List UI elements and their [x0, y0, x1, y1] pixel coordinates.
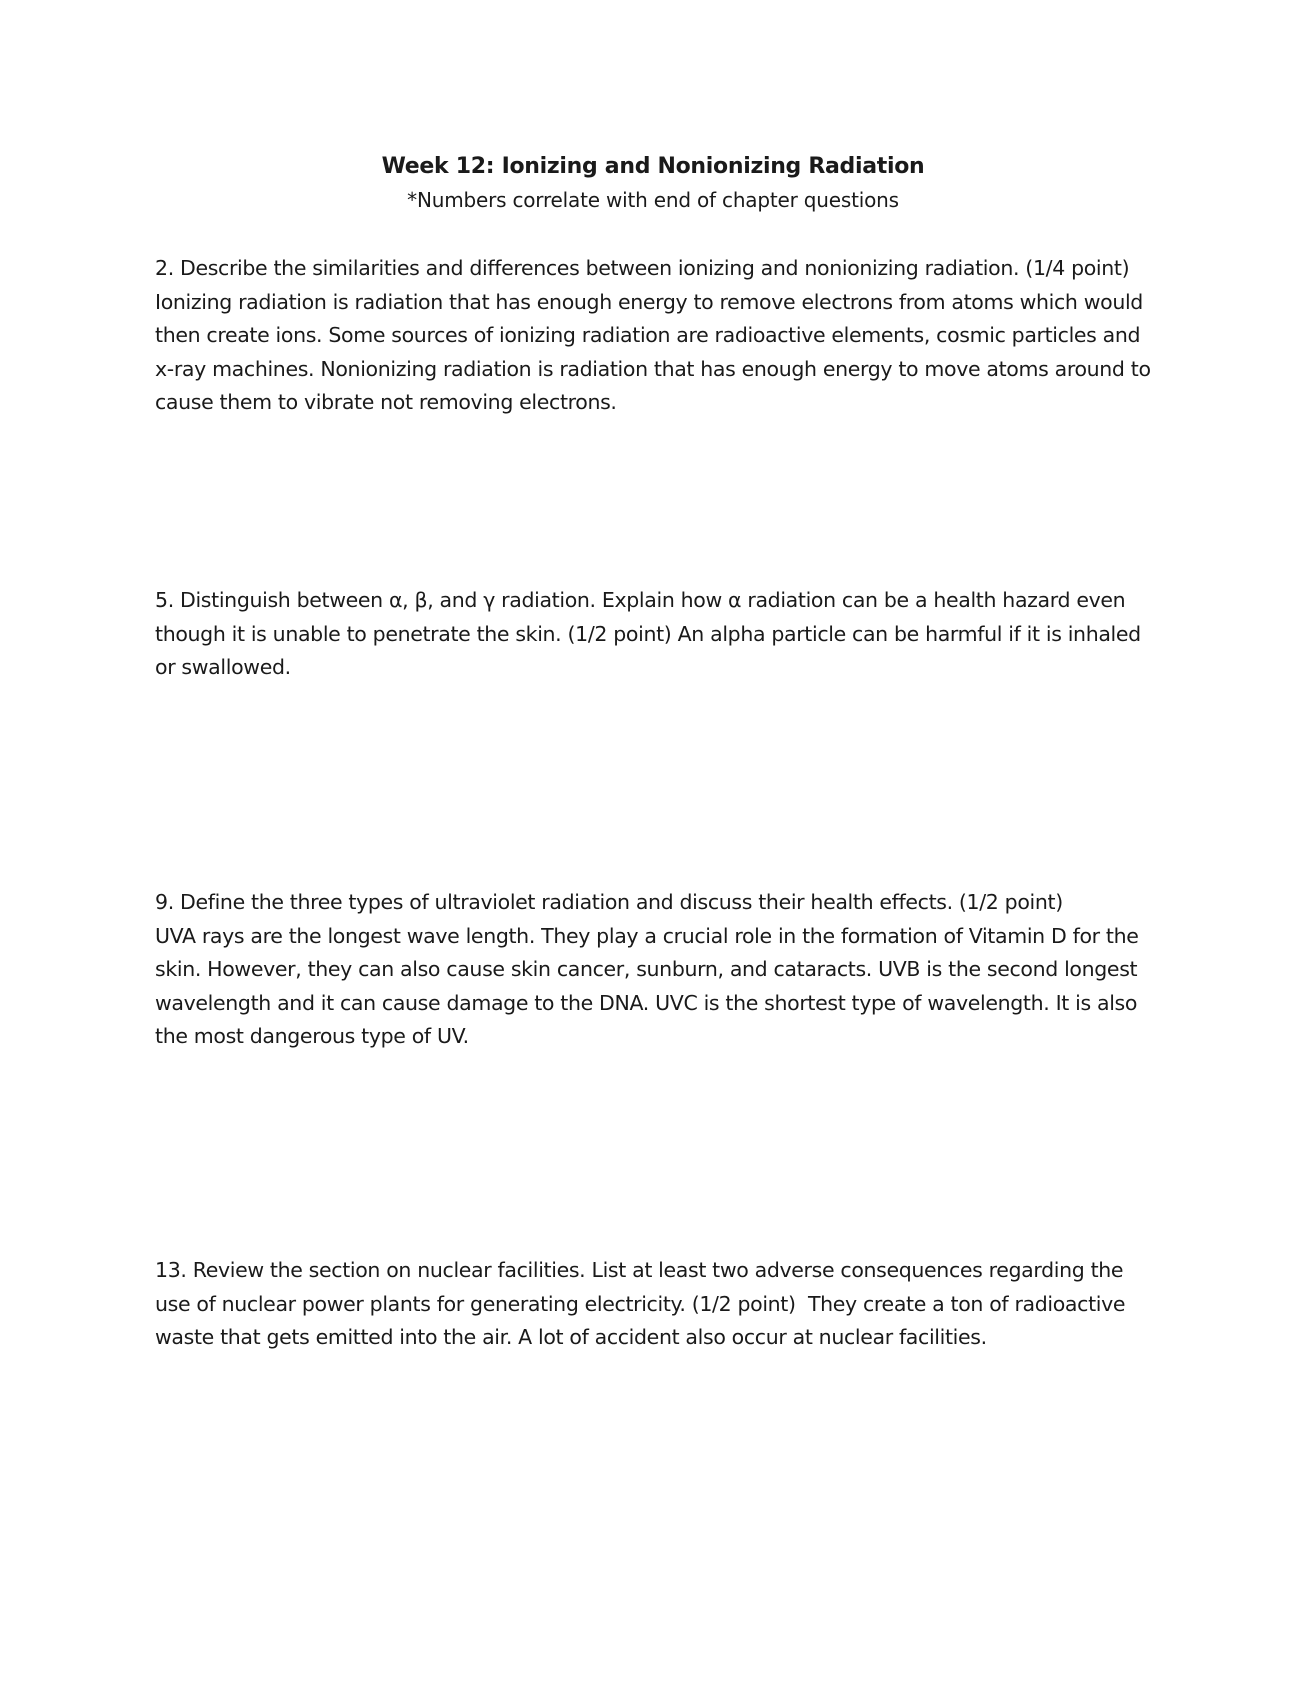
question-block-5 [155, 584, 1155, 685]
document-header [0, 150, 1306, 216]
answer-text: They create a ton of radioactive waste that gets emitted into the air. A lot of accident also occur at nuclear facilities. [155, 1291, 1126, 1349]
page-subtitle: *Numbers correlate with end of chapter questions [407, 188, 899, 212]
answer-text: Ionizing radiation is radiation that has enough energy to remove electrons from atoms which would then create ions. Some sources of ionizing radiation are radioactive elements, cosmic particles and x-ray machines. Nonionizing radiation is radiation that has enough energy to move atoms around to cause them to vibrate not removing electrons. [155, 289, 1151, 414]
question-with-answer [155, 584, 1155, 685]
question-block-13 [155, 1254, 1155, 1355]
page-title: Week 12: Ionizing and Nonionizing Radiation [381, 154, 925, 179]
question-text: 13. Review the section on nuclear facilities. List at least two adverse consequences regarding the use of nuclear power plants for generating electricity. (1/2 point) [155, 1258, 1124, 1316]
question-block-9 [155, 886, 1155, 1054]
question-with-answer [155, 1254, 1155, 1355]
answer-text: An alpha particle can be harmful if it is inhaled or swallowed. [155, 621, 1141, 679]
question-text: 9. Define the three types of ultraviolet radiation and discuss their health effects. (1/2 point) [155, 890, 1063, 914]
answer-text: UVA rays are the longest wave length. They play a crucial role in the formation of Vitamin D for the skin. However, they can also cause skin cancer, sunburn, and cataracts. UVB is the second longest wavelength and it can cause damage to the DNA. UVC is the shortest type of wavelength. It is also the most dangerous type of UV. [155, 923, 1139, 1048]
question-text: 5. Distinguish between α, β, and γ radiation. Explain how α radiation can be a health hazard even though it is unable to penetrate the skin. (1/2 point) [155, 588, 1126, 646]
question-block-2 [155, 252, 1155, 420]
question-text: 2. Describe the similarities and differences between ionizing and nonionizing radiation. (1/4 point) [155, 256, 1130, 280]
